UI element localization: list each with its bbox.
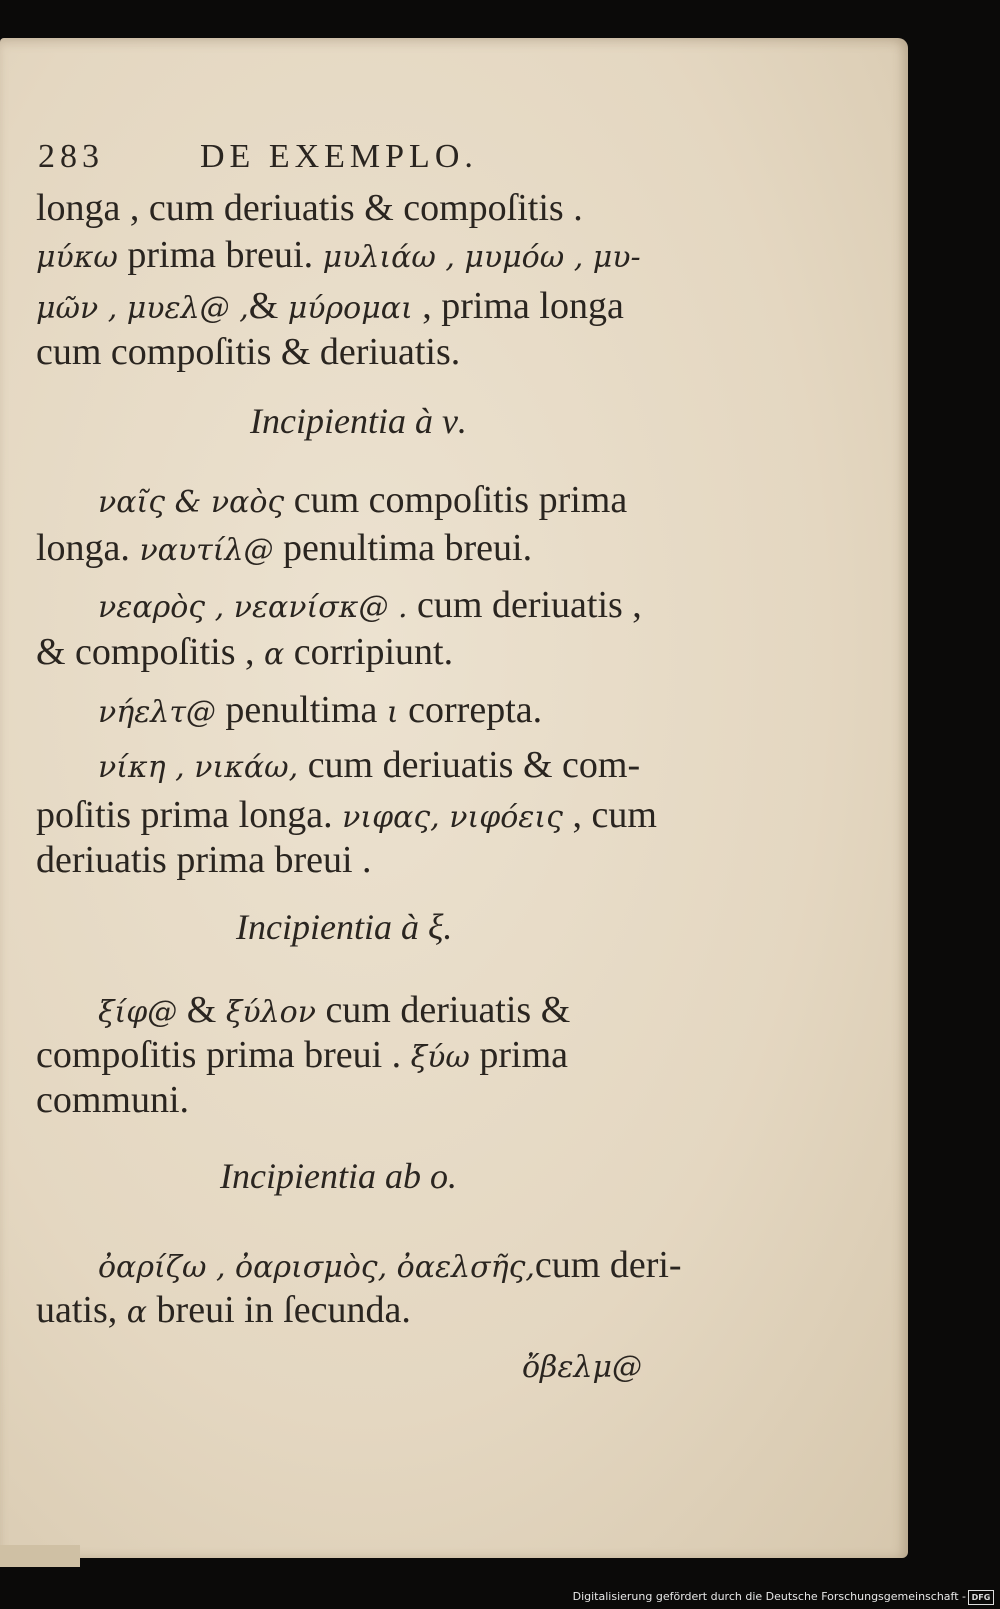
latin-text: longa. <box>36 527 140 569</box>
greek-word: νίκη , νικάω, <box>98 750 299 785</box>
text-line <box>98 743 640 787</box>
digitization-credit: Digitalisierung gefördert durch die Deutsche Forschungsgemeinschaft - <box>572 1590 966 1603</box>
text-line <box>522 1343 642 1387</box>
latin-text: Incipientia à ν. <box>250 401 467 441</box>
greek-word: ι <box>386 695 399 730</box>
greek-word: ναῖς & ναὸς <box>98 485 285 520</box>
greek-word: νιφας, νιφόεις <box>342 800 563 835</box>
page-edge <box>0 1545 80 1567</box>
latin-text: prima breui. <box>117 234 323 276</box>
text-line <box>36 330 460 374</box>
latin-text: correpta. <box>398 689 543 731</box>
text-line <box>36 526 532 570</box>
greek-word: μυλιάω , μυμόω , μυ- <box>322 240 641 275</box>
greek-word: νεαρὸς , νεανίσκ@ . <box>98 590 408 625</box>
section-heading <box>220 1155 457 1197</box>
latin-text: & compoſitis , <box>36 631 264 673</box>
greek-word: ξύλον <box>225 995 316 1030</box>
greek-word: ναυτίλ@ <box>139 533 274 568</box>
latin-text: deriuatis prima breui . <box>36 839 372 881</box>
section-heading <box>250 400 467 442</box>
latin-text: compoſitis prima breui . <box>36 1034 411 1076</box>
text-line <box>36 1033 568 1077</box>
latin-text: cum deriuatis & <box>315 989 571 1031</box>
greek-word: μῶν , μυελ@ , <box>36 291 249 326</box>
latin-text: cum compoſitis prima <box>284 479 628 521</box>
latin-text: & <box>248 285 288 327</box>
latin-text: , cum <box>562 794 657 836</box>
latin-text: breui in ſecunda. <box>147 1289 411 1331</box>
text-line <box>98 688 542 732</box>
latin-text: Incipientia ab ο. <box>220 1156 457 1196</box>
text-line <box>36 233 641 277</box>
greek-word: νήελτ@ <box>98 695 216 730</box>
section-heading <box>236 906 452 948</box>
text-line <box>36 630 453 674</box>
text-line <box>98 1243 682 1287</box>
latin-text: poſitis prima longa. <box>36 794 343 836</box>
text-line <box>36 284 624 328</box>
greek-word: μύρομαι <box>287 291 413 326</box>
text-line <box>36 838 372 882</box>
latin-text: Incipientia à ξ. <box>236 907 453 947</box>
greek-word: ὄβελμ@ <box>522 1350 643 1385</box>
latin-text: cum deriuatis , <box>407 584 642 626</box>
text-line <box>36 186 583 230</box>
latin-text: penultima <box>215 689 387 731</box>
text-line <box>36 1288 411 1332</box>
latin-text: prima <box>469 1034 569 1076</box>
latin-text: , prima longa <box>412 285 624 327</box>
latin-text: corripiunt. <box>284 631 454 673</box>
latin-text: uatis, <box>36 1289 127 1331</box>
greek-word: α <box>264 637 285 672</box>
latin-text: longa , cum deriuatis & compoſitis . <box>36 187 583 229</box>
dfg-logo: DFG <box>968 1590 994 1605</box>
latin-text: & <box>177 989 226 1031</box>
greek-word: ξύω <box>410 1040 470 1075</box>
latin-text: cum deri- <box>534 1244 682 1286</box>
greek-word: ὀαρίζω , ὀαρισμὸς, ὀαελσῆς, <box>98 1250 535 1285</box>
text-line <box>36 1078 189 1122</box>
text-line <box>98 988 570 1032</box>
text-line <box>36 793 657 837</box>
greek-word: μύκω <box>36 240 118 275</box>
text-line <box>98 478 627 522</box>
greek-word: α <box>126 1295 148 1330</box>
latin-text: communi. <box>36 1079 190 1121</box>
book-page <box>0 38 908 1558</box>
text-line <box>98 583 642 627</box>
latin-text: cum compoſitis & deriuatis. <box>36 331 461 373</box>
page-number: 283 <box>38 138 104 175</box>
greek-word: ξίφ@ <box>98 995 178 1030</box>
running-title: DE EXEMPLO. <box>200 138 478 175</box>
latin-text: penultima breui. <box>273 527 533 569</box>
latin-text: cum deriuatis & com- <box>298 744 641 786</box>
